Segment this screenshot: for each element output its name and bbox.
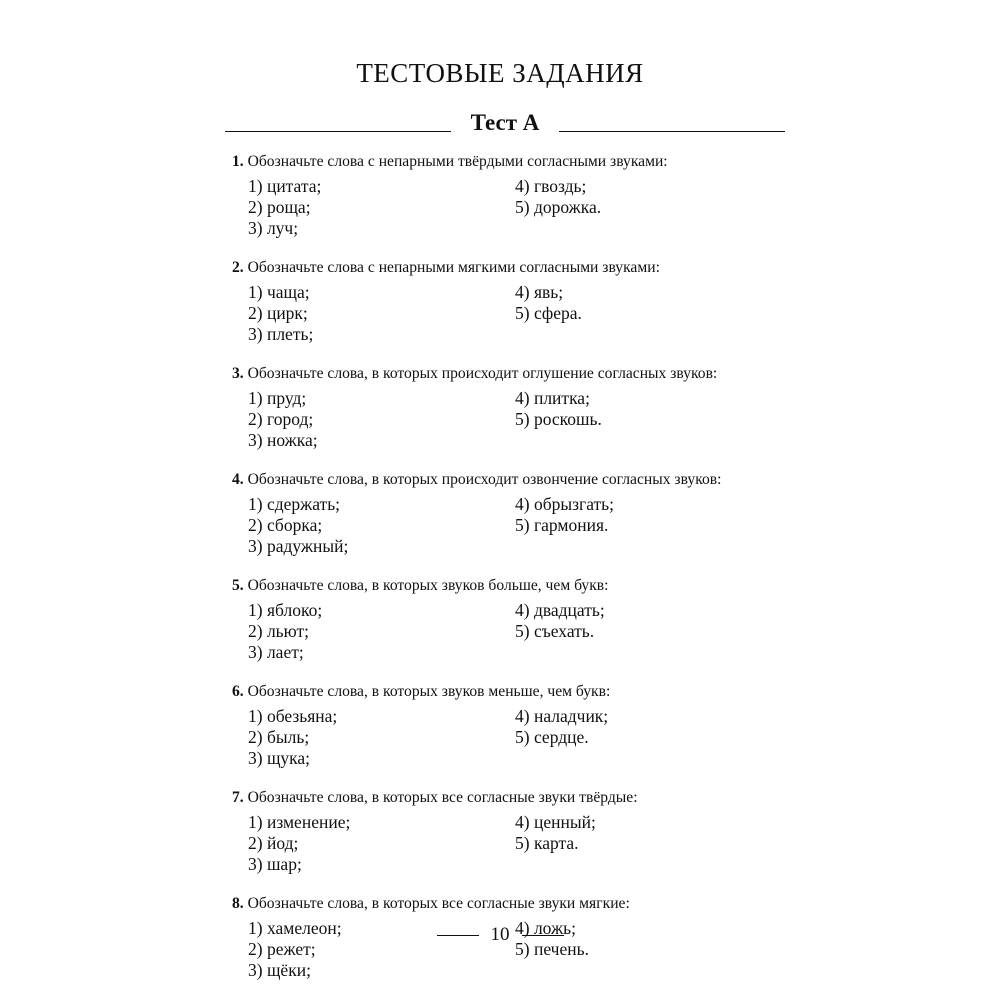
question-text (232, 682, 792, 702)
answer-option: 5) печень. (515, 939, 589, 959)
answer-option: 5) сфера. (515, 303, 582, 323)
question-7 (232, 788, 792, 875)
page-footer (0, 924, 1000, 946)
page-title: ТЕСТОВЫЕ ЗАДАНИЯ (356, 58, 644, 88)
answer-option: 3) лает; (248, 642, 304, 662)
answer-option: 4) явь; (515, 282, 564, 302)
answer-option: 4) наладчик; (515, 706, 609, 726)
question-prompt: Обозначьте слова, в которых происходит озвончение согласных звуков: (247, 471, 722, 488)
test-header (225, 110, 785, 136)
answer-option: 2) роща; (248, 197, 311, 217)
answer-option: 5) дорожка. (515, 197, 602, 217)
question-number: 3. (232, 365, 244, 382)
answer-options (232, 388, 792, 451)
answer-option: 3) шар; (248, 854, 302, 874)
answer-option: 3) луч; (248, 218, 299, 238)
question-text (232, 788, 792, 808)
answer-option: 1) обезьяна; (248, 706, 338, 726)
question-text (232, 470, 792, 490)
answer-option: 1) изменение; (248, 812, 351, 832)
question-text (232, 152, 792, 172)
answer-option: 2) йод; (248, 833, 299, 853)
question-prompt: Обозначьте слова, в которых все согласные звуки твёрдые: (247, 789, 638, 806)
answer-option: 3) радужный; (248, 536, 349, 556)
question-prompt: Обозначьте слова с непарными мягкими согласными звуками: (247, 259, 660, 276)
question-number: 6. (232, 683, 244, 700)
answer-option: 2) льют; (248, 621, 310, 641)
answer-option: 1) яблоко; (248, 600, 323, 620)
answer-option: 2) город; (248, 409, 314, 429)
question-2 (232, 258, 792, 345)
header-rule-right (559, 131, 785, 132)
answer-option: 2) цирк; (248, 303, 308, 323)
question-number: 7. (232, 789, 244, 806)
question-text (232, 258, 792, 278)
answer-option: 5) роскошь. (515, 409, 602, 429)
question-number: 1. (232, 153, 244, 170)
answer-option: 4) двадцать; (515, 600, 605, 620)
answer-option: 3) щука; (248, 748, 311, 768)
answer-options (232, 706, 792, 769)
question-6 (232, 682, 792, 769)
answer-option: 5) карта. (515, 833, 579, 853)
answer-option: 5) съехать. (515, 621, 595, 641)
question-5 (232, 576, 792, 663)
question-number: 2. (232, 259, 244, 276)
answer-option: 1) цитата; (248, 176, 322, 196)
question-prompt: Обозначьте слова с непарными твёрдыми согласными звуками: (247, 153, 668, 170)
answer-options (232, 494, 792, 557)
test-label: Тест А (470, 110, 540, 135)
answer-option: 4) ценный; (515, 812, 596, 832)
question-number: 8. (232, 895, 244, 912)
question-prompt: Обозначьте слова, в которых звуков меньше, чем букв: (247, 683, 611, 700)
question-number: 4. (232, 471, 244, 488)
answer-option: 1) чаща; (248, 282, 310, 302)
answer-option: 2) режет; (248, 939, 316, 959)
answer-option: 4) гвоздь; (515, 176, 587, 196)
page-number: 10 (490, 924, 510, 945)
answer-option: 4) плитка; (515, 388, 590, 408)
answer-options (232, 176, 792, 239)
header-rule-left (225, 131, 451, 132)
answer-option: 3) ножка; (248, 430, 318, 450)
answer-options (232, 812, 792, 875)
answer-option: 1) хамелеон; (248, 918, 342, 938)
answer-option: 4) обрызгать; (515, 494, 615, 514)
question-3 (232, 364, 792, 451)
answer-option: 4) ложь; (515, 918, 576, 938)
question-text (232, 894, 792, 914)
question-1 (232, 152, 792, 239)
question-4 (232, 470, 792, 557)
answer-option: 1) сдержать; (248, 494, 341, 514)
answer-option: 2) быль; (248, 727, 310, 747)
answer-options (232, 282, 792, 345)
question-text (232, 364, 792, 384)
question-number: 5. (232, 577, 244, 594)
footer-dash-left (437, 935, 479, 936)
answer-option: 3) плеть; (248, 324, 314, 344)
question-prompt: Обозначьте слова, в которых все согласные звуки мягкие: (247, 895, 630, 912)
question-list (232, 152, 792, 1000)
footer-dash-right (522, 935, 564, 936)
answer-option: 1) пруд; (248, 388, 307, 408)
answer-option: 5) сердце. (515, 727, 589, 747)
answer-option: 2) сборка; (248, 515, 323, 535)
question-prompt: Обозначьте слова, в которых звуков больше, чем букв: (247, 577, 609, 594)
answer-option: 5) гармония. (515, 515, 609, 535)
question-text (232, 576, 792, 596)
answer-options (232, 600, 792, 663)
question-prompt: Обозначьте слова, в которых происходит оглушение согласных звуков: (247, 365, 718, 382)
answer-option: 3) щёки; (248, 960, 311, 980)
